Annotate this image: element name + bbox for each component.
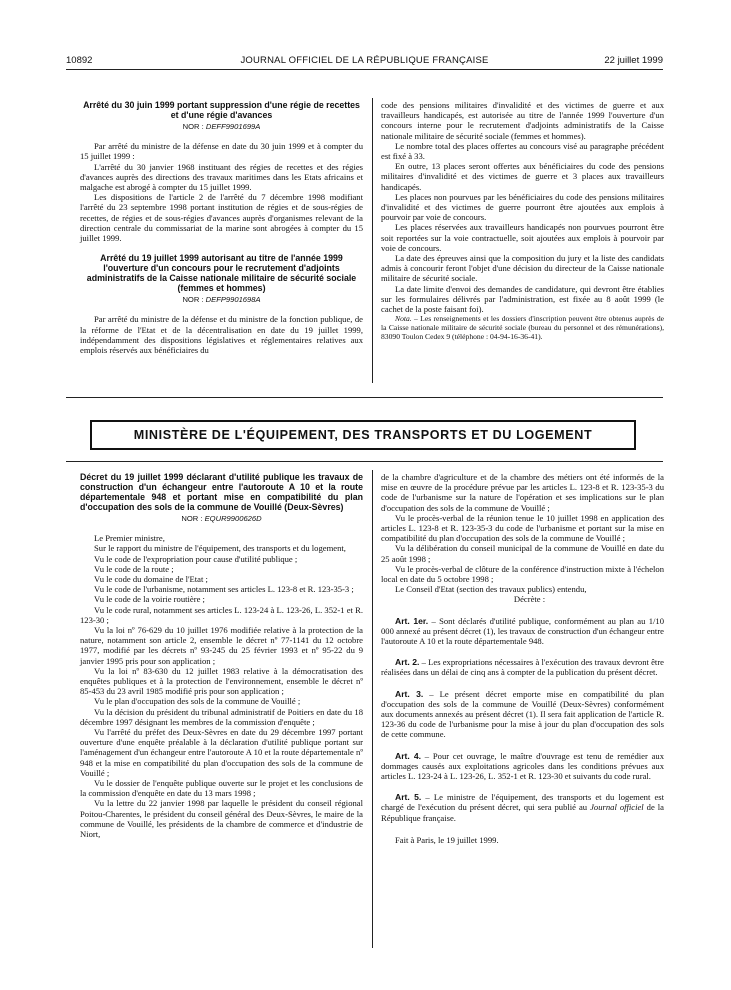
decret-nor-code: EQUR9900626D xyxy=(204,514,262,523)
article-label: Art. 1er. xyxy=(395,615,429,626)
decret-visa: Vu le plan d'occupation des sols de la commune de Vouillé ; xyxy=(94,696,301,707)
decret-visa: Sur le rapport du ministre de l'équipement, des transports et du logement, xyxy=(94,543,346,554)
journal-name: Journal officiel xyxy=(590,802,644,813)
decret-visa: Le Premier ministre, xyxy=(94,533,165,544)
issue-date: 22 juillet 1999 xyxy=(604,55,663,66)
decret-visa: Vu le code rural, notamment ses articles L. 123-24 à L. 123-26, L. 352-1 et R. 123-30 ; xyxy=(80,604,363,625)
arrete2-paragraph: La date des épreuves ainsi que la composition du jury et la liste des candidats admis à concourir feront l'objet d'une décision du directeur de la Caisse nationale militaire de sécurité sociale. xyxy=(381,253,664,284)
decret-visa: Vu la délibération du conseil municipal de la commune de Vouillé en date du 25 août 1998 ; xyxy=(381,543,664,564)
decret-nor xyxy=(80,514,363,524)
column-divider xyxy=(372,98,373,383)
decret-visa: Vu le procès-verbal de clôture de la conférence d'instruction mixte à l'échelon local en date du 5 octobre 1998 ; xyxy=(381,563,664,585)
article-label: Art. 3. xyxy=(395,688,424,699)
article xyxy=(381,616,664,647)
arrete1-paragraph: L'arrêté du 30 janvier 1968 instituant des régies de recettes et des régies d'avances auprès des directions des travaux maritimes dans les Etats africains et malgache est abrogé à compter du 15 juillet 1999. xyxy=(80,161,363,193)
arrete2-paragraph: Par arrêté du ministre de la défense et du ministre de la fonction publique, de la réforme de l'Etat et de la décentralisation en date du 19 juillet 1999, indépendamment des dispositions législatives et réglementaires relatives aux emplois réservés aux bénéficiaires du xyxy=(80,314,363,356)
decret-visa: Vu le code du domaine de l'Etat ; xyxy=(94,574,208,585)
arrete1-nor-label: NOR : xyxy=(182,122,206,131)
bottom-right-column xyxy=(381,472,664,845)
section-rule xyxy=(66,461,663,462)
note-label: Nota. – xyxy=(395,314,418,324)
bottom-left-column xyxy=(80,472,363,839)
decret-visa: Vu la loi nº 76-629 du 10 juillet 1976 modifiée relative à la protection de la nature, notamment son article 2, ensemble le décret nº 77-1141 du 12 octobre 1977, modifié par les décrets nº 93-245 du 25 février 1993 et nº 95-22 du 9 janvier 1995 pris pour son application ; xyxy=(80,625,363,666)
article-text: – Les expropriations nécessaires à l'exécution des travaux devront être réalisées dans un délai de cinq ans à compter de la publication du présent décret. xyxy=(381,657,664,678)
arrete2-title: Arrêté du 19 juillet 1999 autorisant au titre de l'année 1999 l'ouverture d'un concours pour le recrutement d'adjoints administratifs de la Caisse nationale militaire de sécurité sociale (femmes et hommes) xyxy=(86,253,357,294)
arrete2-paragraph: Les places réservées aux travailleurs handicapés non pourvues pourront être soit reportées sur la voie contractuelle, soit ajoutées aux emplois à pourvoir par voie de concours. xyxy=(381,222,664,253)
article-text: – Le ministre de l'équipement, des transports et du logement est chargé de l'exécution du présent décret, qui sera publié au xyxy=(381,792,664,813)
arrete2-nor xyxy=(80,295,363,305)
decret-visa: Le Conseil d'Etat (section des travaux publics) entendu, xyxy=(395,584,587,595)
journal-title: JOURNAL OFFICIEL DE LA RÉPUBLIQUE FRANÇAISE xyxy=(240,55,489,66)
arrete2-nor-label: NOR : xyxy=(182,295,206,305)
arrete2-note xyxy=(381,314,664,341)
decret-visa: Vu la décision du président du tribunal administratif de Poitiers en date du 18 décembre 1997 désignant les membres de la commission d'enquête ; xyxy=(80,706,363,727)
article-text: de la République française. xyxy=(381,802,664,823)
note-text: Les renseignements et les dossiers d'inscription peuvent être obtenus auprès de la Caisse nationale militaire de sécurité sociale (bureau du personnel et des rémunérations), 83090 Toulon Cedex 9 (téléphone : 04-94-16-36-41). xyxy=(381,314,664,342)
arrete1-paragraph: Les dispositions de l'article 2 de l'arrêté du 7 décembre 1998 modifiant l'arrêté du 23 septembre 1998 portant institution de régies et de sous-régies de recettes, de régies et de sous-régies d'avances auprès d'organismes relevant de la direction centrale du commissariat de la marine sont abrogées à compter du 15 juillet 1999. xyxy=(80,192,363,244)
decret-visa: Vu le code de la route ; xyxy=(94,563,174,574)
article-text: – Sont déclarés d'utilité publique, conformément au plan au 1/10 000 annexé au présent décret (1), les travaux de construction d'un échangeur entre l'autoroute A 10 et la route départementale 948. xyxy=(381,615,664,647)
article-label: Art. 4. xyxy=(395,750,422,761)
article xyxy=(381,792,664,823)
article xyxy=(381,751,664,782)
page-number: 10892 xyxy=(66,55,93,66)
decret-visa: Vu le code de la voirie routière ; xyxy=(94,594,205,605)
arrete2-paragraph: Le nombre total des places offertes au concours visé au paragraphe précédent est fixé à 33. xyxy=(381,140,664,162)
decret-nor-label: NOR : xyxy=(181,514,205,523)
decret-title: Décret du 19 juillet 1999 déclarant d'utilité publique les travaux de construction d'un échangeur entre l'autoroute A 10 et la route départementale 948 et portant mise en compatibilité du plan d'occupation des sols de la commune de Vouillé (Deux-Sèvres) xyxy=(80,472,363,512)
article xyxy=(381,657,664,677)
arrete2-paragraph: En outre, 13 places seront offertes aux bénéficiaires du code des pensions militaires d'invalidité et des victimes de guerre et 3 places aux travailleurs handicapés. xyxy=(381,161,664,192)
decret-visa: Vu le dossier de l'enquête publique ouverte sur le projet et les conclusions de la commission d'enquête en date du 13 mars 1998 ; xyxy=(80,778,363,799)
arrete2-paragraph: La date limite d'envoi des demandes de candidature, qui devront être établies sur les formulaires délivrés par l'administration, est fixée au 8 août 1999 (le cachet de la poste faisant foi). xyxy=(381,283,664,315)
article-label: Art. 2. xyxy=(395,657,420,668)
decret-visa: Vu le code de l'urbanisme, notamment ses articles L. 123-8 et R. 123-35-3 ; xyxy=(94,584,354,595)
article-text: – Le présent décret emporte mise en compatibilité du plan d'occupation des sols de la commune de Vouillé (Deux-Sèvres) conformément aux documents annexés au présent décret (1). Il sera fait application de l'article R. 123-36 du code de l'urbanisme pour la mise à jour du plan d'occupation des sols de cette commune. xyxy=(381,688,664,740)
arrete2-paragraph: Les places non pourvues par les bénéficiaires du code des pensions militaires d'invalidité et des victimes de guerre pourront être ajoutées aux emplois à pourvoir par voie de concours. xyxy=(381,191,664,223)
arrete2-nor-code: DEFP9901698A xyxy=(205,295,261,305)
article-label: Art. 5. xyxy=(395,792,422,803)
article xyxy=(381,689,664,740)
column-divider xyxy=(372,470,373,948)
decret-visa: Vu la loi nº 83-630 du 12 juillet 1983 relative à la démocratisation des enquêtes publiques et à la protection de l'environnement, ensemble le décret nº 85-453 du 23 avril 1985 modifié pris pour son application ; xyxy=(80,665,363,697)
decrete-heading: Décrète : xyxy=(513,594,546,605)
arrete1-nor xyxy=(80,122,363,132)
arrete1-paragraph: Par arrêté du ministre de la défense en date du 30 juin 1999 et à compter du 15 juillet 1999 : xyxy=(80,141,363,162)
decret-visa: de la chambre d'agriculture et de la chambre des métiers ont été informés de la mise en œuvre de la procédure prévue par les articles L. 123-8 et R. 123-35-3 du code de l'urbanisme sur la nature de l'opération et ses implications sur le plan d'occupation des sols de la commune de Vouillé ; xyxy=(381,472,664,513)
arrete2-paragraph: code des pensions militaires d'invalidité et des victimes de guerre et aux travailleurs handicapés, est autorisée au titre de l'année 1999 l'ouverture d'un concours interne pour le recrutement d'adjoints administratifs de la Caisse nationale militaire de sécurité sociale (femmes et hommes). xyxy=(381,100,664,141)
decret-visa: Vu la lettre du 22 janvier 1998 par laquelle le président du conseil régional Poitou-Charentes, le président du conseil général des Deux-Sèvres, le maire de la commune de Vouillé, les présidents de la chambre de commerce et d'industrie de Niort, xyxy=(80,798,363,840)
signature-date: Fait à Paris, le 19 juillet 1999. xyxy=(395,834,499,845)
top-left-column xyxy=(80,100,363,355)
arrete1-title: Arrêté du 30 juin 1999 portant suppression d'une régie de recettes et d'une régie d'avances xyxy=(83,100,360,120)
header-rule xyxy=(66,69,663,70)
decret-visa: Vu le procès-verbal de la réunion tenue le 10 juillet 1998 en application des articles L. 123-8 et R. 123-35-3 du code de l'urbanisme et portant sur la mise en compatibilité du plan d'occupation des sols de la commune de Vouillé ; xyxy=(381,512,664,544)
ministry-banner: MINISTÈRE DE L'ÉQUIPEMENT, DES TRANSPORTS ET DU LOGEMENT xyxy=(90,420,636,450)
decret-visa: Vu l'arrêté du préfet des Deux-Sèvres en date du 29 décembre 1997 portant ouverture d'une enquête préalable à la déclaration d'utilité publique portant sur l'aménagement d'un échangeur entre l'autoroute A 10 et la route départementale nº 948 et la mise en compatibilité du plan d'occupation des sols de la commune de Vouillé ; xyxy=(80,727,363,778)
article-text: – Pour cet ouvrage, le maître d'ouvrage est tenu de remédier aux dommages causés aux exploitations agricoles dans les conditions prévues aux articles L. 123-24 à L. 123-26, L. 352-1 et R. 123-30 et suivants du code rural. xyxy=(381,750,665,782)
top-right-column xyxy=(381,100,664,341)
page-header xyxy=(66,55,663,67)
decret-visa: Vu le code de l'expropriation pour cause d'utilité publique ; xyxy=(94,553,298,564)
section-rule xyxy=(66,397,663,398)
arrete1-nor-code: DEFF9901699A xyxy=(205,122,261,131)
